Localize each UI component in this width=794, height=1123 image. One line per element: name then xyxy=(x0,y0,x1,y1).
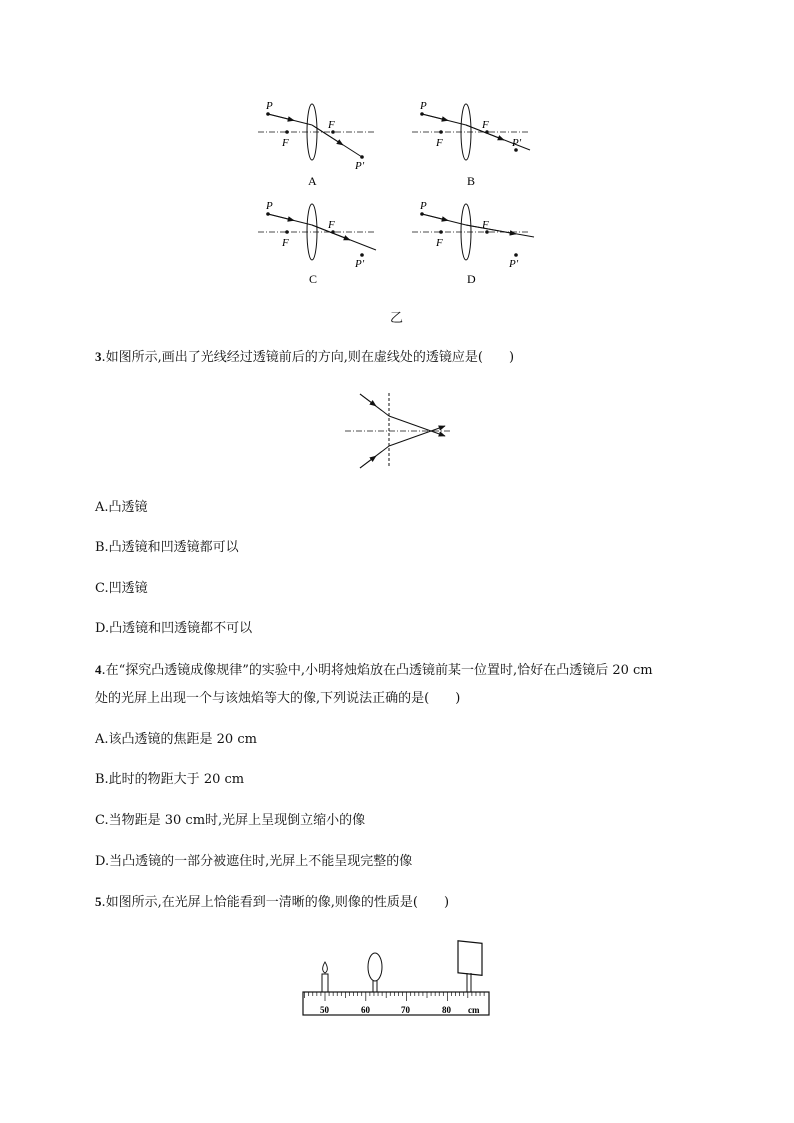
question-number: 4 xyxy=(95,662,102,677)
panel-a xyxy=(258,100,376,188)
panel-b xyxy=(412,100,530,188)
q4-option-a: A.该凸透镜的焦距是 20 cm xyxy=(95,732,257,747)
label-f-left: F xyxy=(436,237,443,249)
q3-option-b: B.凸透镜和凹透镜都可以 xyxy=(95,540,239,555)
question-number: 5 xyxy=(95,894,102,909)
panel-caption: D xyxy=(467,272,476,286)
q4-option-c: C.当物距是 30 cm时,光屏上呈现倒立缩小的像 xyxy=(95,813,366,828)
label-f-left: F xyxy=(436,137,443,149)
label-p: P xyxy=(420,100,427,112)
label-p-prime: P′ xyxy=(355,160,365,172)
candle xyxy=(322,962,328,992)
q3-option-a: A.凸透镜 xyxy=(95,500,148,515)
label-p-prime: P′ xyxy=(512,137,522,149)
question-4-stem-line2: 处的光屏上出现一个与该烛焰等大的像,下列说法正确的是( ) xyxy=(95,691,461,706)
light-screen xyxy=(458,941,482,992)
optical-bench-diagram xyxy=(298,936,494,1020)
lens-diagram-grid xyxy=(250,95,550,295)
label-f-right: F xyxy=(482,119,489,131)
ruler-unit: cm xyxy=(468,1005,480,1015)
ruler xyxy=(303,992,489,1015)
label-p: P xyxy=(420,200,427,212)
label-f-right: F xyxy=(328,119,335,131)
convex-lens xyxy=(368,953,382,992)
question-3-stem: 3.如图所示,画出了光线经过透镜前后的方向,则在虚线处的透镜应是( ) xyxy=(95,349,515,365)
ruler-label: 70 xyxy=(401,1005,410,1015)
panel-d xyxy=(412,200,534,286)
question-4-stem-line1: 4.在“探究凸透镜成像规律”的实验中,小明将烛焰放在凸透镜前某一位置时,恰好在凸透镜后 20 cm xyxy=(95,662,653,678)
ruler-label: 50 xyxy=(320,1005,329,1015)
label-p: P xyxy=(266,100,273,112)
question-5-stem: 5.如图所示,在光屏上恰能看到一清晰的像,则像的性质是( ) xyxy=(95,894,450,910)
label-f-left: F xyxy=(282,137,289,149)
q3-option-d: D.凸透镜和凹透镜都不可以 xyxy=(95,621,253,636)
question-number: 3 xyxy=(95,349,102,364)
q3-lens-diagram xyxy=(345,388,455,473)
q3-option-c: C.凹透镜 xyxy=(95,581,148,596)
label-p-prime: P′ xyxy=(355,258,365,270)
ruler-label: 80 xyxy=(442,1005,451,1015)
panel-caption: C xyxy=(309,272,318,286)
label-f-left: F xyxy=(282,237,289,249)
figure-label-yi: 乙 xyxy=(390,311,404,326)
q4-option-b: B.此时的物距大于 20 cm xyxy=(95,772,245,787)
label-p: P xyxy=(266,200,273,212)
panel-caption: B xyxy=(467,174,476,188)
label-p-prime: P′ xyxy=(509,258,519,270)
panel-c xyxy=(258,200,376,286)
panel-caption: A xyxy=(308,174,317,188)
label-f-right: F xyxy=(482,219,489,231)
label-f-right: F xyxy=(328,219,335,231)
q4-option-d: D.当凸透镜的一部分被遮住时,光屏上不能呈现完整的像 xyxy=(95,854,413,869)
ruler-label: 60 xyxy=(361,1005,370,1015)
